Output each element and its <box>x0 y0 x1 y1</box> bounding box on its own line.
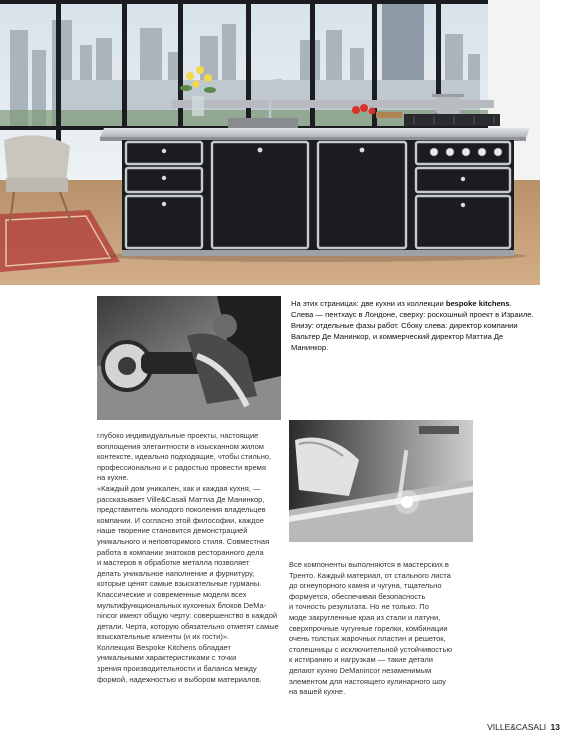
body-line: Все компоненты выполняются в мастерских в <box>289 560 449 569</box>
page-number: 13 <box>550 722 560 732</box>
body-line: «Каждый дом уникален, как и каждая кухня, — <box>97 483 261 493</box>
body-line: на кухне. <box>97 473 129 483</box>
caption-line5: Манинкор. <box>291 343 329 352</box>
caption-line1-prefix: На этих страницах: две кухни из коллекции <box>291 299 446 308</box>
body-line: Коллекция Bespoke Kitchens обладает <box>97 642 231 652</box>
body-line: глубоко индивидуальные проекты, настоящие <box>97 431 259 440</box>
caption-line4: Вальтер Де Манинкор, и коммерческий директор Маттиа Де <box>291 332 504 341</box>
grinder-illustration <box>97 296 281 420</box>
body-line: уникальными характеристиками с точки <box>97 653 237 663</box>
body-line: Классические и современные модели всех <box>97 589 247 599</box>
body-text-left-column <box>97 431 281 685</box>
body-line: работа в компании знатоков ресторанного дела <box>97 547 264 557</box>
body-line: элементом для настоящего кулинарного шоу <box>289 676 447 686</box>
body-line: на вашей кухне. <box>289 687 346 697</box>
body-line: профессионально и с радостью провести время <box>97 462 266 472</box>
body-line: воплощения элегантности в изысканном жилом <box>97 441 264 451</box>
body-line: которые ценят самые взыскательные гурманы. <box>97 579 262 589</box>
body-line: столешницы с исключительной устойчивостью <box>289 644 453 654</box>
body-line: формой, надежностью и выбором материалов. <box>97 674 262 684</box>
hero-kitchen-photo <box>0 0 540 285</box>
body-line: и точность результата. Но не только. По <box>289 602 429 612</box>
caption-line3: Внизу: отдельные фазы работ. Сбоку слева: директор компании <box>291 321 518 330</box>
body-line: компании. И согласно этой философии, каждое <box>97 515 264 525</box>
body-line: делают кухню DeManincor незаменимым <box>289 665 432 675</box>
body-line: формуется, обеспечивая безопасность <box>289 591 426 601</box>
magazine-name: VILLE&CASALI <box>487 722 547 732</box>
body-line: очень толстых жарочных пластин и решеток, <box>289 634 446 644</box>
photo-caption <box>291 298 541 353</box>
body-line: зрения производительности и баланса между <box>97 664 257 674</box>
caption-line2: Слева — пентхаус в Лондоне, сверху: роскошный проект в Израиле. <box>291 310 534 319</box>
body-line: Тренто. Каждый материал, от стального листа <box>289 570 451 580</box>
page-footer <box>487 722 560 732</box>
body-line: сверхпрочные чугунные горелки, комбинации <box>289 623 448 633</box>
body-line: рассказывает Ville&Casali Маттиа Де Манинкор, <box>97 494 265 504</box>
kitchen-island-illustration <box>0 0 540 285</box>
caption-collection-name: bespoke kitchens <box>445 299 510 308</box>
body-line: детали. Черта, которую обязательно отметят самые <box>97 621 279 631</box>
body-line: nincor имеют общую черту: совершенство в каждой <box>97 611 278 621</box>
caption-line1-suffix: . <box>509 299 512 308</box>
body-line: контексте, идеально подходящие, чтобы стильно, <box>97 452 272 462</box>
body-line: делать уникальное наполнение и фурнитуру, <box>97 568 255 578</box>
body-line: представитель молодого поколения владельцев <box>97 505 266 515</box>
body-line: и мастеров в обработке металла позволяет <box>97 558 250 568</box>
body-line: моде закругленные края из стали и латуни, <box>289 612 441 622</box>
body-line: взыскательные клиенты (и их гости)». <box>97 632 230 642</box>
body-line: уникального и неповторимого стиля. Совместная <box>97 536 270 546</box>
body-line: до огнеупорного камня и чугуна, тщательно <box>289 581 442 591</box>
body-line: к истиранию и нагрузкам — такие детали <box>289 655 433 665</box>
welding-illustration <box>289 420 473 542</box>
grinder-workshop-photo <box>97 296 281 420</box>
body-line: наше творение становится демонстрацией <box>97 526 248 536</box>
body-line: мультифункциональных кухонных блоков DeMa- <box>97 600 267 610</box>
body-text-right-column <box>289 560 473 698</box>
welding-workshop-photo <box>289 420 473 542</box>
